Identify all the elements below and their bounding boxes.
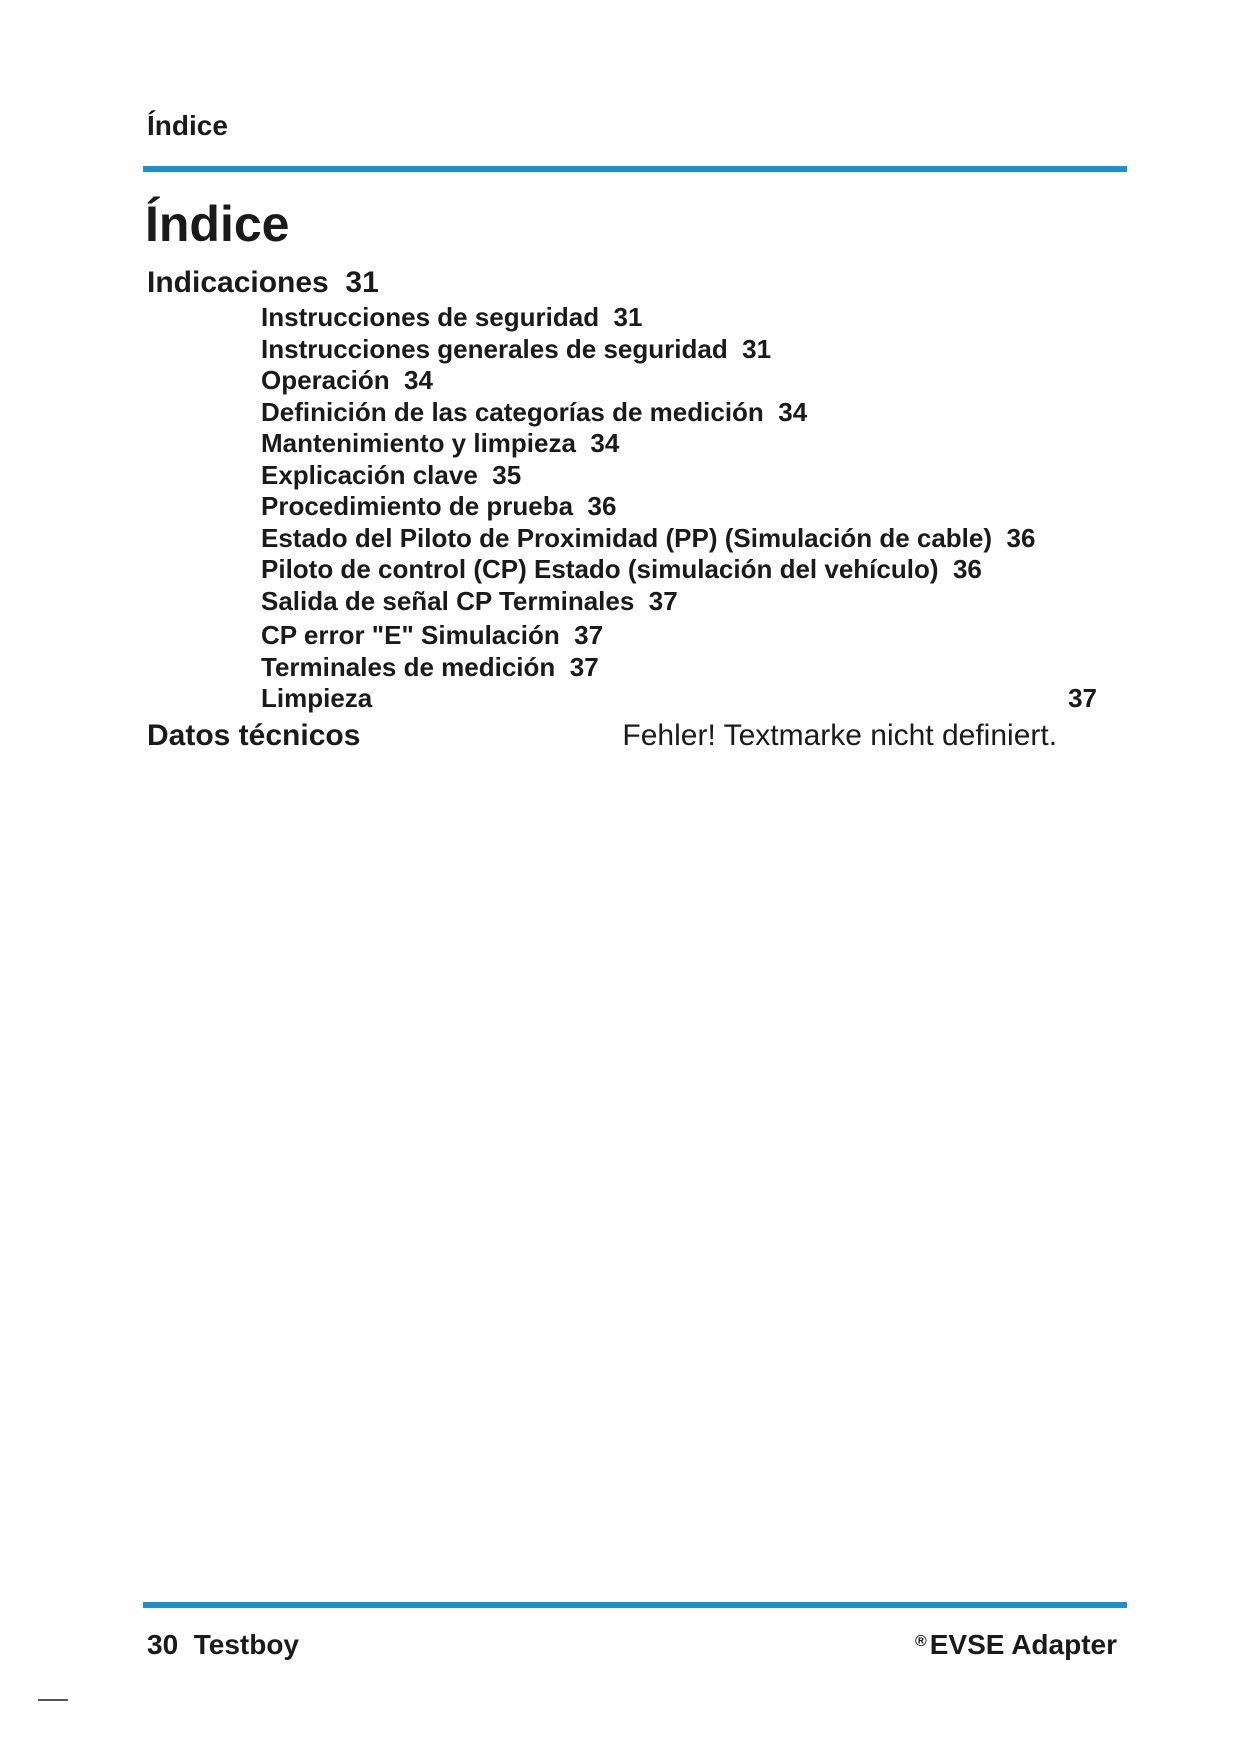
toc-entry[interactable] xyxy=(147,523,1097,555)
brand-name: Testboy xyxy=(193,1629,299,1660)
toc-entry[interactable] xyxy=(147,683,1097,715)
toc-entry-page: 34 xyxy=(404,365,433,395)
footer-right xyxy=(915,1629,1117,1661)
toc-entry[interactable] xyxy=(147,620,1097,652)
scan-mark xyxy=(38,1699,68,1701)
toc-entry[interactable] xyxy=(147,365,1097,397)
footer-left xyxy=(147,1629,299,1661)
header-rule xyxy=(143,166,1127,172)
product-name: EVSE Adapter xyxy=(929,1629,1117,1660)
toc-entry-label: Terminales de medición xyxy=(261,651,556,682)
footer-rule xyxy=(143,1602,1127,1608)
toc-entry-label: Piloto de control (CP) Estado (simulación del vehículo) xyxy=(261,554,939,584)
toc-entry-label: Instrucciones generales de seguridad xyxy=(261,333,728,364)
toc-entry-page: 36 xyxy=(587,491,617,521)
bookmark-error-text: Fehler! Textmarke nicht definiert. xyxy=(622,718,1058,752)
toc-entry[interactable] xyxy=(147,586,1097,618)
toc-entry[interactable] xyxy=(147,460,1097,492)
toc-entry-label: Datos técnicos xyxy=(147,718,361,752)
toc-entry-label: Indicaciones xyxy=(147,266,329,299)
toc-entry[interactable] xyxy=(147,491,1097,523)
table-of-contents xyxy=(147,264,1097,755)
toc-entry-page: 37 xyxy=(1068,683,1097,713)
toc-entry[interactable] xyxy=(147,652,1097,684)
page-number: 30 xyxy=(147,1629,179,1660)
toc-entry-label: Mantenimiento y limpieza xyxy=(261,428,576,458)
toc-entry-label: Salida de señal CP Terminales xyxy=(261,585,635,616)
toc-entry[interactable] xyxy=(147,302,1097,334)
toc-entry-page: 34 xyxy=(590,428,620,458)
toc-entry-label: CP error "E" Simulación xyxy=(261,620,560,650)
page-title: Índice xyxy=(145,196,290,252)
toc-entry-page: 31 xyxy=(742,333,772,364)
toc-entry-indicaciones[interactable] xyxy=(147,264,1097,302)
toc-entry-page: 37 xyxy=(574,620,604,650)
toc-entry-page: 34 xyxy=(778,396,808,427)
toc-entry-label: Procedimiento de prueba xyxy=(261,491,574,521)
running-header: Índice xyxy=(147,110,228,141)
toc-entry-label: Estado del Piloto de Proximidad (PP) (Simulación de cable) xyxy=(261,522,993,553)
toc-entry-label: Operación xyxy=(261,365,390,395)
toc-entry-label: Explicación clave xyxy=(261,459,478,490)
toc-entry-page: 36 xyxy=(952,554,982,584)
toc-entry-label: Instrucciones de seguridad xyxy=(261,302,600,332)
toc-entry[interactable] xyxy=(147,554,1097,586)
toc-entry-datos-tecnicos[interactable] xyxy=(147,717,1097,755)
toc-entry-page: 37 xyxy=(648,585,678,616)
toc-entry-page: 31 xyxy=(613,302,643,332)
toc-entry[interactable] xyxy=(147,334,1097,366)
toc-entry-label: Limpieza xyxy=(261,683,373,713)
toc-entry-label: Definición de las categorías de medición xyxy=(261,396,764,427)
toc-entry[interactable] xyxy=(147,428,1097,460)
toc-entry-page: 31 xyxy=(345,266,379,299)
registered-mark: ® xyxy=(914,1633,927,1650)
toc-entry-page: 35 xyxy=(492,459,522,490)
toc-entry-page: 36 xyxy=(1006,522,1036,553)
toc-entry-page: 37 xyxy=(569,651,599,682)
toc-entry[interactable] xyxy=(147,397,1097,429)
